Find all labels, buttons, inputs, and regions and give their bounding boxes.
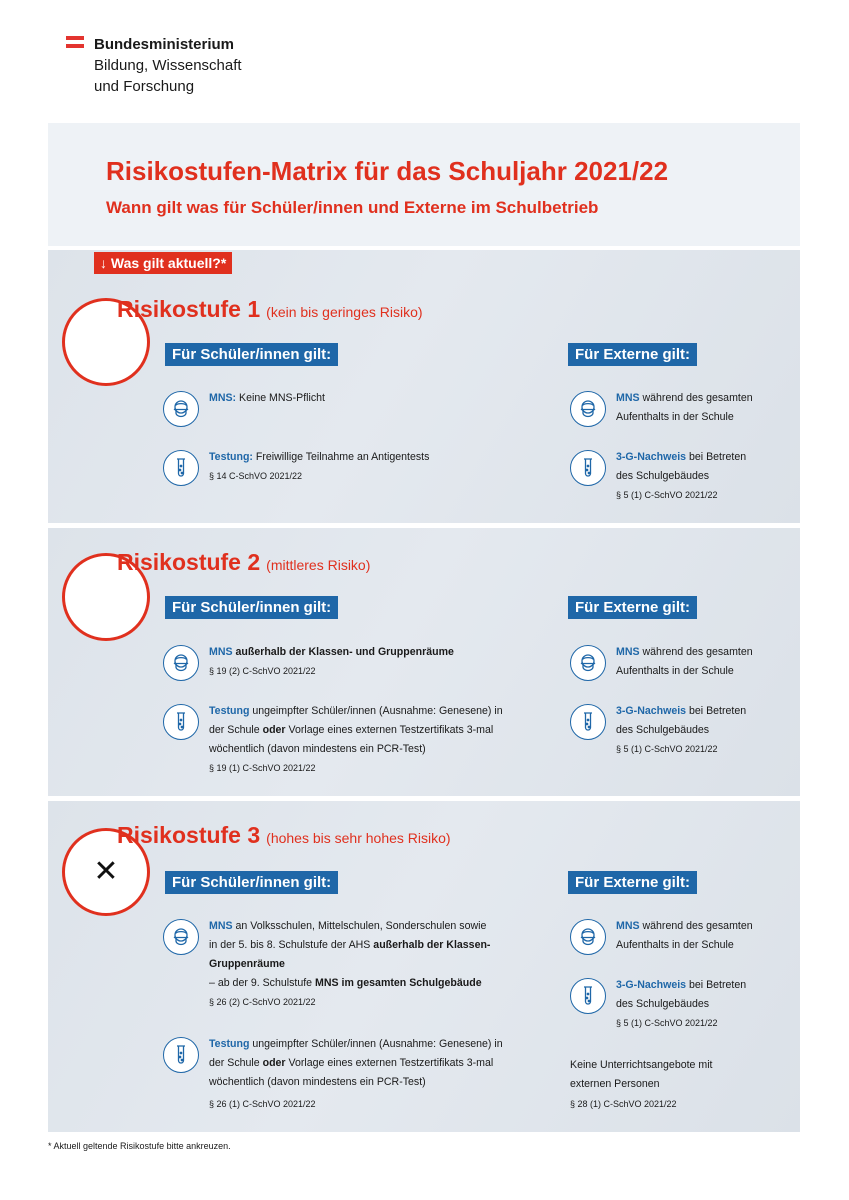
test-tube-icon: [163, 704, 199, 740]
level-1-heading: [117, 296, 423, 323]
level-3-students-heading: Für Schüler/innen gilt:: [165, 871, 338, 894]
level-3-students-mns: [163, 917, 558, 1011]
note-line-2: externen Personen: [570, 1078, 660, 1090]
testing-text-1: ungeimpfter Schüler/innen (Ausnahme: Genesene) in: [249, 1038, 503, 1050]
test-tube-icon: [570, 704, 606, 740]
testing-keyword: Testung:: [209, 451, 253, 463]
check-x-icon: ✕: [93, 854, 119, 889]
mns-keyword: MNS: [616, 646, 640, 658]
testing-text-2c: Vorlage eines externen Testzertifikats 3-mal: [285, 724, 494, 736]
level-2-externals-mns: [570, 643, 790, 681]
level-3-externals-mns: [570, 917, 790, 955]
ministry-line-1: Bundesministerium: [94, 36, 235, 53]
mns-text-2a: in der 5. bis 8. Schulstufe der AHS: [209, 939, 374, 951]
testing-keyword: Testung: [209, 1038, 250, 1050]
level-1-title: Risikostufe 1: [117, 296, 261, 322]
ministry-line-2: Bildung, Wissenschaft: [94, 57, 242, 74]
level-2-externals-heading: Für Externe gilt:: [568, 596, 697, 619]
face-mask-icon: [570, 645, 606, 681]
mns-text-2b: außerhalb der Klassen-: [373, 939, 491, 951]
testing-legal-ref: § 14 C-SchVO 2021/22: [209, 471, 303, 481]
note-line-1: Keine Unterrichtsangebote mit: [570, 1059, 713, 1071]
face-mask-icon: [163, 645, 199, 681]
mns-keyword: MNS: [616, 392, 640, 404]
level-3-externals-heading: Für Externe gilt:: [568, 871, 697, 894]
mns-text-4a: – ab der 9. Schulstufe: [209, 977, 316, 989]
3g-text-2: des Schulgebäudes: [616, 998, 710, 1010]
mns-text: Keine MNS-Pflicht: [236, 392, 325, 404]
mns-text-1: an Volksschulen, Mittelschulen, Sonderschulen sowie: [232, 920, 487, 932]
level-3-title: Risikostufe 3: [117, 822, 261, 848]
3g-text-2: des Schulgebäudes: [616, 470, 710, 482]
test-tube-icon: [163, 1037, 199, 1073]
level-2-heading: [117, 549, 370, 576]
level-2-students-heading: Für Schüler/innen gilt:: [165, 596, 338, 619]
level-1-externals-3g: [570, 448, 790, 504]
test-tube-icon: [163, 450, 199, 486]
mns-keyword: MNS: [209, 920, 233, 932]
testing-legal-ref: § 26 (1) C-SchVO 2021/22: [209, 1099, 316, 1109]
level-2-risk: (mittleres Risiko): [266, 557, 371, 573]
3g-keyword: 3-G-Nachweis: [616, 451, 687, 463]
3g-text-2: des Schulgebäudes: [616, 724, 710, 736]
face-mask-icon: [570, 391, 606, 427]
level-3-heading: [117, 822, 451, 849]
mns-text: während des gesamten: [639, 646, 753, 658]
testing-keyword: Testung: [209, 705, 250, 717]
mns-keyword: MNS:: [209, 392, 237, 404]
mns-text-3: Gruppenräume: [209, 958, 285, 970]
current-level-tag: ↓ Was gilt aktuell?*: [94, 252, 232, 274]
mns-keyword: MNS: [209, 646, 233, 658]
ministry-line-3: und Forschung: [94, 78, 195, 95]
mns-text: während des gesamten: [639, 392, 753, 404]
3g-legal-ref: § 5 (1) C-SchVO 2021/22: [616, 1018, 718, 1028]
page-subtitle: Wann gilt was für Schüler/innen und Externe im Schulbetrieb: [106, 198, 599, 217]
testing-text-1: ungeimpfter Schüler/innen (Ausnahme: Genesene) in: [249, 705, 503, 717]
testing-text-2a: der Schule: [209, 1057, 263, 1069]
3g-keyword: 3-G-Nachweis: [616, 979, 687, 991]
testing-text-3: wöchentlich (davon mindestens ein PCR-Test): [209, 1076, 426, 1088]
mns-legal-ref: § 19 (2) C-SchVO 2021/22: [209, 666, 316, 676]
footnote: * Aktuell geltende Risikostufe bitte ankreuzen.: [48, 1141, 231, 1151]
3g-text: bei Betreten: [686, 705, 747, 717]
level-1-externals-mns: [570, 389, 790, 427]
mns-text: außerhalb der Klassen- und Gruppenräume: [232, 646, 454, 658]
testing-text-2a: der Schule: [209, 724, 263, 736]
face-mask-icon: [163, 391, 199, 427]
level-2-externals-3g: [570, 702, 790, 758]
level-3-students-testing: [163, 1035, 558, 1116]
ministry-name: [94, 34, 354, 97]
note-legal-ref: § 28 (1) C-SchVO 2021/22: [570, 1099, 677, 1109]
3g-text: bei Betreten: [686, 451, 747, 463]
testing-text: Freiwillige Teilnahme an Antigentests: [252, 451, 430, 463]
page-title: Risikostufen-Matrix für das Schuljahr 2021/22: [106, 156, 669, 186]
level-2-students-testing: [163, 702, 558, 777]
level-3-externals-3g: [570, 976, 790, 1032]
3g-text: bei Betreten: [686, 979, 747, 991]
level-2-title: Risikostufe 2: [117, 549, 261, 575]
mns-legal-ref: § 26 (2) C-SchVO 2021/22: [209, 997, 316, 1007]
3g-legal-ref: § 5 (1) C-SchVO 2021/22: [616, 490, 718, 500]
level-3-externals-note: [570, 1056, 790, 1114]
level-1-risk: (kein bis geringes Risiko): [266, 304, 423, 320]
austria-flag-icon: [66, 36, 84, 48]
mns-text-2: Aufenthalts in der Schule: [616, 411, 734, 423]
mns-keyword: MNS: [616, 920, 640, 932]
testing-text-2c: Vorlage eines externen Testzertifikats 3-mal: [285, 1057, 494, 1069]
level-3-risk: (hohes bis sehr hohes Risiko): [266, 830, 451, 846]
level-1-externals-heading: Für Externe gilt:: [568, 343, 697, 366]
level-1-students-testing: [163, 448, 553, 486]
face-mask-icon: [163, 919, 199, 955]
face-mask-icon: [570, 919, 606, 955]
testing-text-3: wöchentlich (davon mindestens ein PCR-Test): [209, 743, 426, 755]
level-1-students-mns: [163, 389, 553, 427]
testing-legal-ref: § 19 (1) C-SchVO 2021/22: [209, 763, 316, 773]
testing-text-2b: oder: [262, 1057, 286, 1069]
mns-text-2: Aufenthalts in der Schule: [616, 665, 734, 677]
mns-text-4b: MNS im gesamten Schulgebäude: [315, 977, 482, 989]
level-1-students-heading: Für Schüler/innen gilt:: [165, 343, 338, 366]
testing-text-2b: oder: [262, 724, 286, 736]
mns-text-2: Aufenthalts in der Schule: [616, 939, 734, 951]
test-tube-icon: [570, 978, 606, 1014]
3g-keyword: 3-G-Nachweis: [616, 705, 687, 717]
level-2-students-mns: [163, 643, 558, 681]
test-tube-icon: [570, 450, 606, 486]
mns-text: während des gesamten: [639, 920, 753, 932]
3g-legal-ref: § 5 (1) C-SchVO 2021/22: [616, 744, 718, 754]
